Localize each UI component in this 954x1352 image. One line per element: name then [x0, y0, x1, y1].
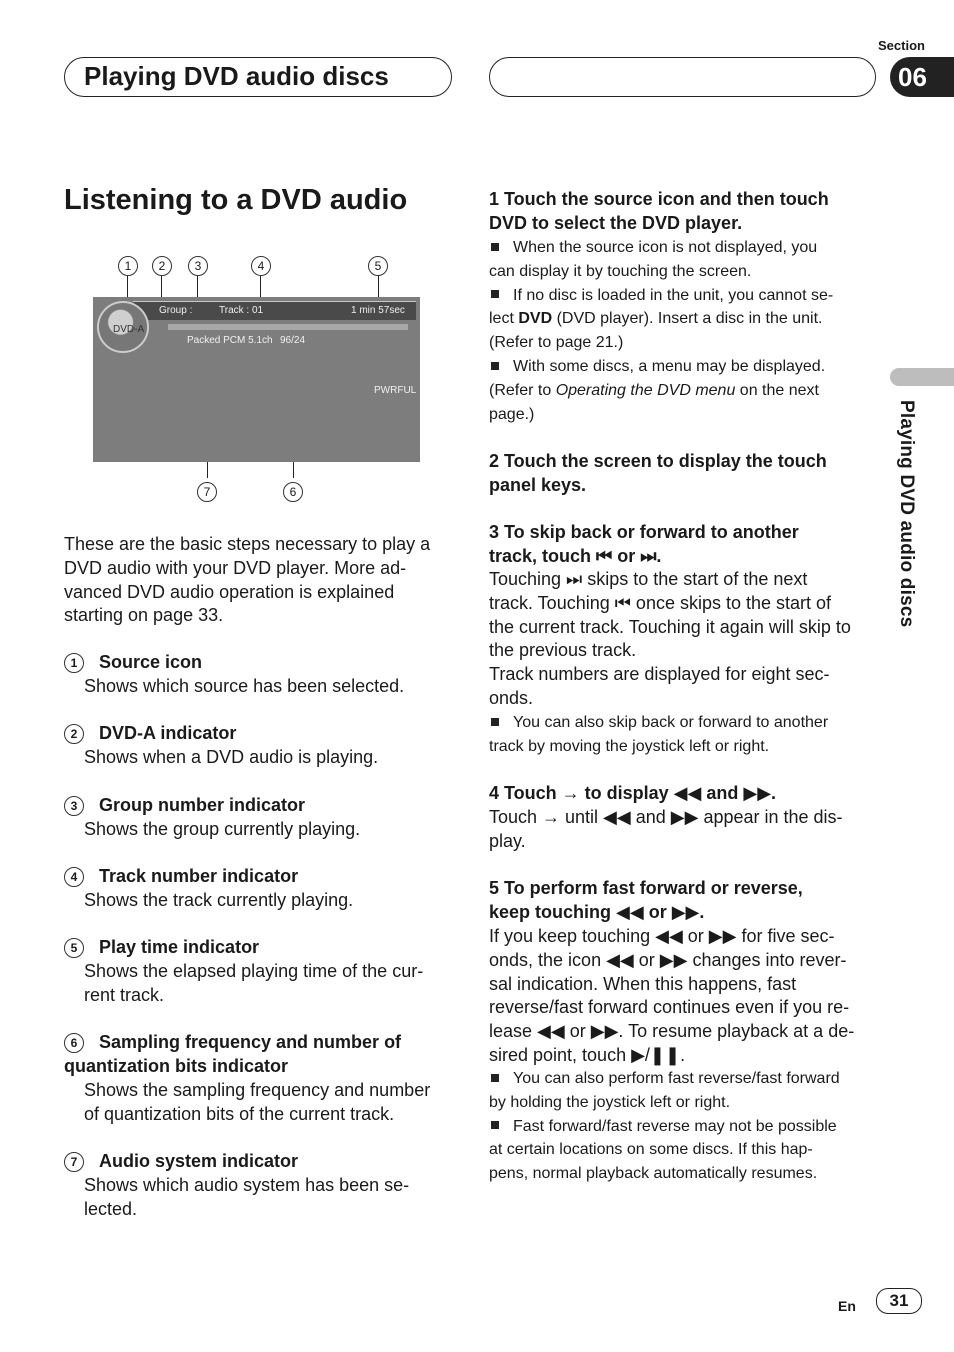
item-4-body: Shows the track currently playing. [84, 890, 354, 910]
step-4-title: 4 Touch → to display ◀◀ and ▶▶. [489, 783, 777, 803]
section-label: Section [878, 38, 925, 53]
step-3-note: You can also skip back or forward to another track by moving the joystick left or right. [489, 714, 829, 755]
dvd-a-indicator: DVD-A [113, 324, 145, 335]
step-5-notes: You can also perform fast reverse/fast forward by holding the joystick left or right. Fast forward/fast reverse may not be possible at certain locations on some discs. If this hap- pens, normal playback automatically resumes. [489, 1070, 840, 1183]
callout-3: 3 [188, 254, 208, 278]
item-5-body: Shows the elapsed playing time of the cur- rent track. [84, 961, 424, 1005]
sampling-indicator: 96/24 [280, 335, 306, 346]
item-1-title: 1 Source icon [64, 652, 202, 673]
language-label: En [838, 1298, 856, 1314]
play-time-indicator: 1 min 57sec [351, 305, 405, 316]
pwrful-label: PWRFUL [374, 385, 417, 396]
track-indicator: Track : 01 [219, 305, 264, 316]
page-title: Listening to a DVD audio [64, 184, 408, 216]
item-7-title: 7 Audio system indicator [64, 1151, 298, 1172]
callout-4: 4 [251, 254, 271, 278]
header-blank-pill [489, 57, 876, 97]
screen-sub-bar [168, 324, 408, 330]
dvd-audio-screen [93, 297, 420, 462]
side-tab-label: Playing DVD audio discs [896, 400, 917, 628]
side-tab-marker [890, 368, 954, 386]
step-3-body: Touching ⏭ skips to the start of the next track. Touching ⏮ once skips to the start of the current track. Touching it again will skip to the previous track. Track numbers are displayed for eight sec- onds. [489, 569, 851, 708]
intro-paragraph: These are the basic steps necessary to play a DVD audio with your DVD player. More ad- vanced DVD audio operation is explained starting on page 33. [64, 534, 431, 626]
item-2-title: 2 DVD-A indicator [64, 723, 236, 744]
step-3-title: 3 To skip back or forward to another track, touch ⏮ or ⏭. [489, 522, 799, 566]
callout-1: 1 [118, 254, 138, 278]
step-2-title: 2 Touch the screen to display the touch panel keys. [489, 451, 827, 495]
page-number: 31 [876, 1288, 922, 1314]
item-6-body: Shows the sampling frequency and number of quantization bits of the current track. [84, 1080, 431, 1124]
group-indicator: Group : [159, 305, 193, 316]
step-4-body: Touch → until ◀◀ and ▶▶ appear in the dis- play. [489, 807, 843, 851]
callout-2: 2 [152, 254, 172, 278]
item-3-body: Shows the group currently playing. [84, 819, 361, 839]
item-4-title: 4 Track number indicator [64, 866, 298, 887]
step-1-title: 1 Touch the source icon and then touch DVD to select the DVD player. [489, 189, 829, 233]
item-6-title-cont: quantization bits indicator [64, 1056, 288, 1076]
step-5-title: 5 To perform fast forward or reverse, keep touching ◀◀ or ▶▶. [489, 878, 803, 922]
header-title: Playing DVD audio discs [84, 61, 389, 91]
audio-system-indicator: Packed PCM 5.1ch [187, 335, 273, 346]
item-5-title: 5 Play time indicator [64, 937, 259, 958]
callout-6: 6 [283, 480, 303, 504]
item-7-body: Shows which audio system has been se- lected. [84, 1175, 410, 1219]
step-1-notes: When the source icon is not displayed, you can display it by touching the screen. If no disc is loaded in the unit, you cannot se- lect DVD (DVD player). Insert a disc in the unit. (Refer to page 21.) With some discs, a menu may be displayed. (Refer to Operating the DVD menu on the next page.) [489, 239, 834, 423]
callout-5: 5 [368, 254, 388, 278]
item-6-title: 6 Sampling frequency and number of [64, 1032, 401, 1053]
item-1-body: Shows which source has been selected. [84, 676, 405, 696]
item-3-title: 3 Group number indicator [64, 795, 305, 816]
callout-7: 7 [197, 480, 217, 504]
item-2-body: Shows when a DVD audio is playing. [84, 747, 379, 767]
section-number: 06 [890, 57, 954, 97]
step-5-body: If you keep touching ◀◀ or ▶▶ for five sec- onds, the icon ◀◀ or ▶▶ changes into rever- sal indication. When this happens, fast reverse/fast forward continues even if you re- lease ◀◀ or ▶▶. To resume playback at a de- sired point, touch ▶/❚❚. [489, 926, 855, 1065]
